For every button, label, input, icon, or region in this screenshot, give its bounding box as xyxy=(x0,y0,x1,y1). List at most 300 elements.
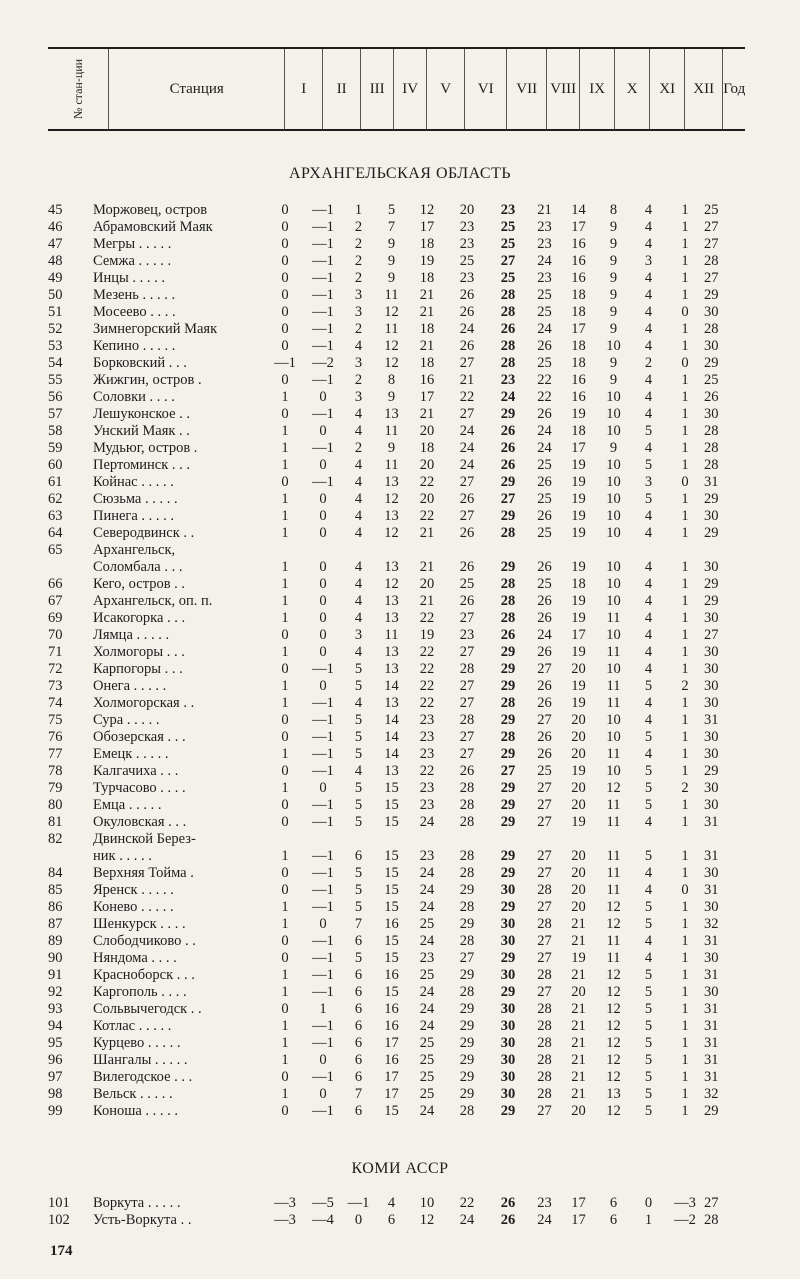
month-value: 4 xyxy=(354,423,363,439)
month-value: 25 xyxy=(537,525,552,541)
month-value: 6 xyxy=(354,1001,363,1017)
month-value: 0 xyxy=(281,474,289,490)
year-value: 31 xyxy=(704,1052,719,1068)
table-row xyxy=(48,678,719,695)
table-row xyxy=(48,1069,719,1086)
year-value: 31 xyxy=(704,1035,719,1051)
month-value: 12 xyxy=(384,491,399,507)
month-value: 4 xyxy=(644,287,653,303)
month-value: 11 xyxy=(606,695,621,711)
station-name: Шангалы . . . . . xyxy=(93,1052,188,1068)
month-value: 16 xyxy=(571,372,586,388)
station-name: Соломбала . . . xyxy=(93,559,183,575)
month-value: 1 xyxy=(281,1035,289,1051)
month-value: 1 xyxy=(281,491,289,507)
month-value: 1 xyxy=(681,508,689,524)
month-value: 19 xyxy=(571,678,586,694)
month-value xyxy=(528,831,561,848)
month-value: —1 xyxy=(312,814,334,830)
month-value: 12 xyxy=(384,576,399,592)
station-number: 70 xyxy=(48,627,63,643)
year-value: 30 xyxy=(704,661,719,677)
month-value: 17 xyxy=(384,1069,399,1085)
month-value: 9 xyxy=(387,236,396,252)
month-value: 1 xyxy=(281,1052,289,1068)
month-value: 2 xyxy=(644,355,653,371)
month-value xyxy=(446,542,488,559)
table-row xyxy=(48,661,719,678)
month-value: 1 xyxy=(681,899,689,915)
month-value: 5 xyxy=(354,712,363,728)
table-row xyxy=(48,236,719,253)
month-value: 26 xyxy=(459,338,475,354)
station-number: 65 xyxy=(48,542,63,558)
month-value: 4 xyxy=(354,457,363,473)
month-value: 17 xyxy=(571,219,586,235)
year-value: 30 xyxy=(704,610,719,626)
station-number: 58 xyxy=(48,423,63,439)
month-value: 23 xyxy=(419,712,435,728)
month-value: 15 xyxy=(384,780,399,796)
month-value xyxy=(408,542,446,559)
month-value: 9 xyxy=(609,287,618,303)
month-value: 0 xyxy=(281,270,289,286)
station-name: Архангельск, оп. п. xyxy=(93,593,213,609)
section-title-arkhangelsk: АРХАНГЕЛЬСКАЯ ОБЛАСТЬ xyxy=(288,165,512,182)
month-value: 5 xyxy=(387,202,396,218)
month-value: 28 xyxy=(537,916,552,932)
month-value: 22 xyxy=(459,389,475,405)
month-value: 14 xyxy=(384,746,399,762)
month-value: 30 xyxy=(500,916,516,932)
month-value: 18 xyxy=(419,236,435,252)
month-value: 20 xyxy=(459,202,475,218)
header-station-number xyxy=(48,48,109,130)
month-value: 27 xyxy=(537,797,552,813)
month-value: 17 xyxy=(571,627,586,643)
station-number: 82 xyxy=(48,831,63,847)
month-value: 4 xyxy=(354,610,363,626)
station-number: 96 xyxy=(48,1052,63,1068)
station-number: 78 xyxy=(48,763,63,779)
month-value: —1 xyxy=(312,746,334,762)
month-value: 6 xyxy=(354,848,363,864)
station-name: Северодвинск . . xyxy=(93,525,195,541)
month-value: 18 xyxy=(571,423,586,439)
month-value: 10 xyxy=(606,423,621,439)
month-value: 4 xyxy=(644,559,653,575)
month-value: 26 xyxy=(459,763,475,779)
month-value: 26 xyxy=(537,729,552,745)
station-number: 72 xyxy=(48,661,63,677)
month-value: 20 xyxy=(571,729,586,745)
month-value: 23 xyxy=(459,219,475,235)
table-row xyxy=(48,406,719,423)
month-value: 29 xyxy=(459,1069,475,1085)
month-value: 5 xyxy=(644,1069,653,1085)
month-value: 23 xyxy=(537,236,552,252)
month-value: 11 xyxy=(606,848,621,864)
month-value: 29 xyxy=(459,1052,475,1068)
month-value: 13 xyxy=(384,661,399,677)
month-value: 16 xyxy=(571,253,586,269)
month-value: 20 xyxy=(571,882,586,898)
station-name: Инцы . . . . . xyxy=(93,270,165,286)
month-value: 10 xyxy=(606,593,621,609)
month-value: 5 xyxy=(644,423,653,439)
month-value: 0 xyxy=(281,372,289,388)
station-name: Усть-Воркута . . xyxy=(93,1212,192,1228)
month-value: 12 xyxy=(606,899,621,915)
month-value: 27 xyxy=(459,695,475,711)
month-value xyxy=(631,831,666,848)
year-value: 31 xyxy=(704,967,719,983)
month-value: 21 xyxy=(571,1018,586,1034)
month-value: 6 xyxy=(609,1195,618,1211)
month-value: 11 xyxy=(606,933,621,949)
table-row xyxy=(48,372,719,389)
month-value: 27 xyxy=(459,610,475,626)
header-month: VIII xyxy=(547,48,580,130)
month-value: 21 xyxy=(419,559,435,575)
header-month: IV xyxy=(394,48,427,130)
header-month: I xyxy=(285,48,323,130)
station-number: 62 xyxy=(48,491,63,507)
month-value: 27 xyxy=(459,355,475,371)
table-row xyxy=(48,389,719,406)
month-value: 0 xyxy=(281,219,289,235)
month-value: 28 xyxy=(537,882,552,898)
month-value: 28 xyxy=(459,797,475,813)
month-value: —1 xyxy=(312,202,334,218)
station-number: 51 xyxy=(48,304,63,320)
header-month: X xyxy=(615,48,650,130)
month-value: 21 xyxy=(571,1069,586,1085)
month-value: 10 xyxy=(606,661,621,677)
month-value: —2 xyxy=(674,1212,696,1228)
month-value: 15 xyxy=(384,848,399,864)
month-value: 4 xyxy=(644,661,653,677)
month-value: 27 xyxy=(537,865,552,881)
month-value: 13 xyxy=(384,610,399,626)
station-number: 90 xyxy=(48,950,63,966)
month-value: 1 xyxy=(281,695,289,711)
month-value: 9 xyxy=(387,440,396,456)
month-value: —1 xyxy=(312,287,334,303)
month-value: 0 xyxy=(281,814,289,830)
month-value: 25 xyxy=(537,304,552,320)
month-value: 1 xyxy=(681,1069,689,1085)
table-row xyxy=(48,542,719,559)
month-value: 29 xyxy=(459,882,475,898)
year-value: 28 xyxy=(704,457,719,473)
station-name: Яренск . . . . . xyxy=(93,882,174,898)
month-value: 24 xyxy=(459,457,475,473)
month-value: 19 xyxy=(571,644,586,660)
month-value: 6 xyxy=(354,1069,363,1085)
month-value: 4 xyxy=(644,644,653,660)
table-row xyxy=(48,287,719,304)
month-value: 4 xyxy=(644,746,653,762)
month-value: 0 xyxy=(281,304,289,320)
station-name: Койнас . . . . . xyxy=(93,474,174,490)
station-name: Курцево . . . . . xyxy=(93,1035,181,1051)
month-value: 3 xyxy=(644,474,653,490)
month-value: 17 xyxy=(419,219,435,235)
month-value: 1 xyxy=(681,950,689,966)
month-value: 25 xyxy=(500,219,516,235)
month-value: 29 xyxy=(500,865,516,881)
station-number: 76 xyxy=(48,729,63,745)
month-value: —1 xyxy=(312,712,334,728)
month-value: 5 xyxy=(354,797,363,813)
station-number: 74 xyxy=(48,695,63,711)
month-value: 4 xyxy=(354,491,363,507)
table-row xyxy=(48,712,719,729)
header-month: XI xyxy=(650,48,685,130)
month-value: 22 xyxy=(419,695,435,711)
table-row xyxy=(48,644,719,661)
month-value: 21 xyxy=(571,933,586,949)
month-value: 5 xyxy=(354,882,363,898)
month-value: 13 xyxy=(384,644,399,660)
month-value: 18 xyxy=(419,270,435,286)
month-value: 19 xyxy=(571,593,586,609)
station-name: Борковский . . . xyxy=(93,355,187,371)
month-value: 27 xyxy=(500,763,516,779)
month-value: 1 xyxy=(681,423,689,439)
month-value: —1 xyxy=(312,882,334,898)
month-value: 20 xyxy=(571,984,586,1000)
month-value: 11 xyxy=(606,865,621,881)
station-name: Вельск . . . . . xyxy=(93,1086,173,1102)
month-value: 21 xyxy=(419,304,435,320)
station-number: 47 xyxy=(48,236,63,252)
month-value: 27 xyxy=(537,950,552,966)
month-value xyxy=(408,831,446,848)
month-value: 19 xyxy=(571,950,586,966)
month-value: 12 xyxy=(384,355,399,371)
month-value: 4 xyxy=(354,559,363,575)
month-value: 4 xyxy=(644,882,653,898)
month-value: 28 xyxy=(459,1103,475,1119)
month-value: 0 xyxy=(319,423,327,439)
station-name: Каргополь . . . . xyxy=(93,984,187,1000)
month-value: 29 xyxy=(459,1086,475,1102)
station-number: 63 xyxy=(48,508,63,524)
month-value: 28 xyxy=(459,984,475,1000)
month-value: 1 xyxy=(681,916,689,932)
month-value: 26 xyxy=(537,644,552,660)
month-value: 5 xyxy=(644,899,653,915)
month-value: 21 xyxy=(571,916,586,932)
station-number: 84 xyxy=(48,865,63,881)
month-value: —1 xyxy=(312,729,334,745)
month-value: 12 xyxy=(606,1052,621,1068)
month-value: 19 xyxy=(571,525,586,541)
month-value: —1 xyxy=(312,848,334,864)
month-value: 10 xyxy=(606,627,621,643)
month-value: 24 xyxy=(419,899,435,915)
month-value: 29 xyxy=(500,644,516,660)
month-value: 26 xyxy=(500,1212,516,1228)
month-value: 4 xyxy=(644,712,653,728)
month-value: 22 xyxy=(419,678,435,694)
month-value: 5 xyxy=(644,763,653,779)
station-name: Коноша . . . . . xyxy=(93,1103,179,1119)
month-value: 28 xyxy=(537,967,552,983)
month-value: 28 xyxy=(459,661,475,677)
month-value: 0 xyxy=(281,253,289,269)
month-value: 4 xyxy=(644,950,653,966)
month-value: 27 xyxy=(459,746,475,762)
month-value: 1 xyxy=(681,338,689,354)
month-value: 5 xyxy=(644,491,653,507)
month-value: —1 xyxy=(312,933,334,949)
year-value: 31 xyxy=(704,814,719,830)
month-value xyxy=(666,831,704,848)
month-value: 30 xyxy=(500,882,516,898)
month-value: 11 xyxy=(606,882,621,898)
year-value: 27 xyxy=(704,219,719,235)
month-value: 0 xyxy=(281,865,289,881)
month-value: 10 xyxy=(606,406,621,422)
table-row xyxy=(48,219,719,236)
month-value: 16 xyxy=(571,389,586,405)
month-value: 12 xyxy=(606,984,621,1000)
year-value: 30 xyxy=(704,865,719,881)
month-value: 0 xyxy=(319,491,327,507)
month-value: 1 xyxy=(681,372,689,388)
month-value: 23 xyxy=(459,627,475,643)
station-name: Семжа . . . . . xyxy=(93,253,172,269)
month-value: 1 xyxy=(681,729,689,745)
month-value: 1 xyxy=(681,457,689,473)
month-value: 24 xyxy=(537,321,552,337)
month-value: 25 xyxy=(419,967,435,983)
month-value: 30 xyxy=(500,1086,516,1102)
month-value: 18 xyxy=(571,338,586,354)
month-value: 1 xyxy=(681,967,689,983)
month-value: 1 xyxy=(681,848,689,864)
month-value: 21 xyxy=(419,406,435,422)
month-value: 4 xyxy=(644,304,653,320)
month-value: 4 xyxy=(354,593,363,609)
month-value: 9 xyxy=(609,236,618,252)
month-value: 0 xyxy=(281,950,289,966)
month-value: 4 xyxy=(354,525,363,541)
month-value: 3 xyxy=(354,389,363,405)
station-name: Исакогорка . . . xyxy=(93,610,186,626)
month-value: 23 xyxy=(419,746,435,762)
year-value: 30 xyxy=(704,508,719,524)
month-value: 5 xyxy=(354,899,363,915)
year-value: 29 xyxy=(704,491,719,507)
station-number: 69 xyxy=(48,610,63,626)
year-value: 30 xyxy=(704,338,719,354)
year-value: 28 xyxy=(704,440,719,456)
month-value: 1 xyxy=(319,1001,327,1017)
month-value: 1 xyxy=(281,593,289,609)
month-value: 23 xyxy=(537,1195,552,1211)
month-value: 4 xyxy=(354,338,363,354)
table-row xyxy=(48,1086,719,1103)
station-number: 61 xyxy=(48,474,63,490)
month-value: 11 xyxy=(606,610,621,626)
station-number: 45 xyxy=(48,202,63,218)
month-value: 24 xyxy=(537,253,552,269)
table-row xyxy=(48,950,719,967)
year-value: 30 xyxy=(704,644,719,660)
month-value: 27 xyxy=(537,933,552,949)
month-value: 28 xyxy=(500,576,516,592)
month-value: 1 xyxy=(281,525,289,541)
month-value: 19 xyxy=(571,814,586,830)
month-value: 17 xyxy=(419,389,435,405)
station-number: 57 xyxy=(48,406,63,422)
month-value: 25 xyxy=(500,270,516,286)
month-value: 5 xyxy=(354,678,363,694)
month-value: 14 xyxy=(384,678,399,694)
month-value: 0 xyxy=(354,1212,363,1228)
month-value: 4 xyxy=(644,610,653,626)
month-value: 0 xyxy=(281,627,289,643)
month-value: —2 xyxy=(312,355,334,371)
month-value: 6 xyxy=(609,1212,618,1228)
month-value: 0 xyxy=(319,1052,327,1068)
month-value: 5 xyxy=(354,950,363,966)
month-value: 11 xyxy=(606,814,621,830)
year-value: 27 xyxy=(704,627,719,643)
month-value: 20 xyxy=(419,457,435,473)
year-value: 31 xyxy=(704,474,719,490)
year-value: 27 xyxy=(704,236,719,252)
month-value: 5 xyxy=(354,746,363,762)
month-value: 5 xyxy=(644,1001,653,1017)
month-value: 26 xyxy=(500,627,516,643)
station-name: Мегры . . . . . xyxy=(93,236,172,252)
month-value: 28 xyxy=(459,814,475,830)
header-month: IX xyxy=(580,48,615,130)
month-value: 27 xyxy=(537,814,552,830)
station-number: 87 xyxy=(48,916,63,932)
month-value: 1 xyxy=(681,695,689,711)
year-value: 25 xyxy=(704,202,719,218)
month-value: 27 xyxy=(459,508,475,524)
month-value: 0 xyxy=(281,1069,289,1085)
month-value: 21 xyxy=(571,1052,586,1068)
month-value: 1 xyxy=(681,644,689,660)
month-value: 1 xyxy=(281,1086,289,1102)
section-title-komi: КОМИ АССР xyxy=(351,1160,449,1177)
month-value: 23 xyxy=(419,729,435,745)
month-value: 4 xyxy=(354,763,363,779)
month-value: 23 xyxy=(500,372,516,388)
table-row xyxy=(48,763,719,780)
station-name: Унский Маяк . . xyxy=(93,423,190,439)
month-value: 25 xyxy=(419,1035,435,1051)
month-value: 21 xyxy=(419,593,435,609)
month-value: 26 xyxy=(537,610,552,626)
month-value: 4 xyxy=(354,644,363,660)
month-value: 9 xyxy=(609,270,618,286)
month-value: 8 xyxy=(609,202,618,218)
month-value: 23 xyxy=(459,270,475,286)
month-value: 23 xyxy=(459,236,475,252)
month-value: 23 xyxy=(500,202,516,218)
month-value: —3 xyxy=(274,1212,296,1228)
month-value: 26 xyxy=(500,1195,516,1211)
